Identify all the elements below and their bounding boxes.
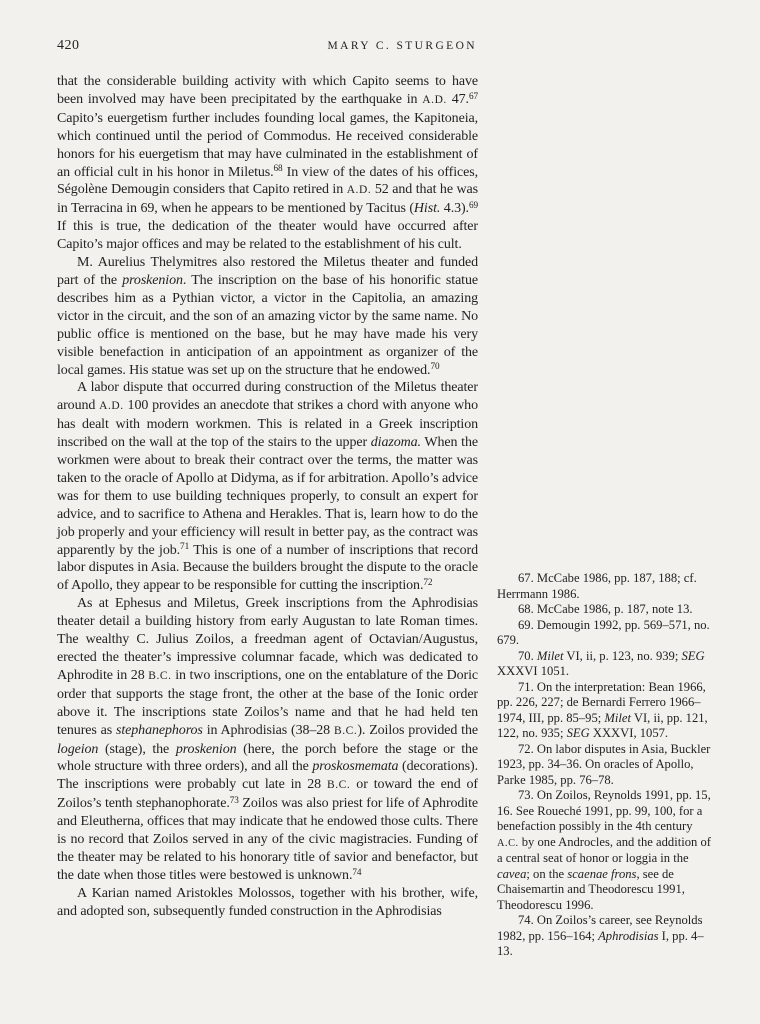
- text-run: Capito’s euergetism further includes founding local games, the Kapitoneia, which continued until the period of Commodus. He received considerable honors for his euergetism that may have culminated in the establishment of an official cult in his honor in Miletus.: [57, 110, 478, 180]
- italic-text: stephanephoros: [116, 722, 203, 738]
- footnote-ref: 67: [468, 90, 478, 101]
- text-run: 70.: [518, 648, 537, 663]
- body-paragraph: [57, 379, 478, 595]
- italic-text: logeion: [57, 741, 99, 757]
- text-run: VI, ii, p. 123, no. 939;: [563, 648, 682, 663]
- text-run: 73. On Zoilos, Reynolds 1991, pp. 15, 16. See Roueché 1991, pp. 99, 100, for a benefaction possibly in the 4th century: [497, 788, 711, 833]
- footnote: [497, 602, 714, 618]
- footnote-ref: 74: [352, 866, 362, 877]
- text-run: ). Zoilos provided the: [357, 722, 478, 738]
- text-run: This is one of a number of inscriptions that record labor disputes in Asia. Because the builders brought the dispute to the oracle of Apollo, they appear to be responsible for cutting the inscription.: [57, 542, 478, 594]
- italic-text: diazoma.: [370, 435, 421, 451]
- text-run: (stage), the: [98, 741, 176, 757]
- text-run: 69. Demougin 1992, pp. 569–571, no. 679.: [497, 617, 710, 647]
- text-run: As at Ephesus and Miletus, Greek inscriptions from the Aphrodisias theater detail a building history from early Augustan to late Roman times. The wealthy C. Julius Zoilos, a freedman agent of Octavian/Augustus, erected the theater’s impressive columnar facade, which was dedicated to Aphrodite in 28: [57, 596, 478, 683]
- italic-text: cavea: [497, 866, 527, 881]
- text-run: (decorations). The inscriptions were probably cut late in 28: [57, 759, 478, 793]
- italic-text: Milet: [604, 710, 631, 725]
- text-run: 74. On Zoilos’s career, see Reynolds 1982, pp. 156–164;: [497, 913, 703, 943]
- italic-text: SEG: [566, 726, 590, 740]
- footnote: [497, 649, 714, 680]
- footnote: [497, 788, 714, 913]
- text-run: When the workmen were about to break their contract over the terms, the matter was taken to the oracle of Apollo at Didyma, as if for arbitration. Apollo’s advice was for them to use building techniques properly, to consult an expert for advice, and to sacrifice to Athena and Herakles. That is, learn how to do the job properly and your efficiency will result in better pay, as the contract was apparently by the job.: [57, 435, 478, 558]
- text-run: VI, ii, pp. 121, 122, no. 935;: [497, 710, 708, 740]
- text-run: 71. On the interpretation: Bean 1966, pp. 226, 227; de Bernardi Ferrero 1966–1974, III, pp. 85–95;: [497, 679, 706, 725]
- footnote: [497, 571, 714, 602]
- text-run: 67. McCabe 1986, pp. 187, 188; cf. Herrmann 1986.: [497, 571, 697, 601]
- text-run: . The inscription on the base of his honorific statue describes him as a Pythian victor, a victor in the Capitolia, an amazing victor in the circuit, and the son of an amazing victor by the same name. No public office is mentioned on the base, but he may have made his very visible benefaction in anticipation of an appointment as organizer of the local games. His statue was set up on the structure that he endowed.: [57, 272, 478, 378]
- text-run: or toward the end of Zoilos’s tenth stephanophorate.: [57, 777, 478, 812]
- footnote: [497, 618, 714, 649]
- text-run: 100 provides an anecdote that strikes a chord with anyone who has dealt with modern workmen. This is related in a Greek inscription inscribed on the wall at the top of the stairs to the upper: [57, 398, 478, 451]
- small-caps-text: A.D.: [422, 93, 447, 106]
- footnote: [497, 680, 714, 742]
- footnote: [497, 742, 714, 789]
- italic-text: Aphrodisias: [598, 928, 659, 943]
- text-run: Zoilos was also priest for life of Aphrodite and Eleutherna, offices that may indicate that he endowed those cults. There is no record that Zoilos served in any of the civic magistracies. Funding of the theater may be related to his honorary title of savior and benefactor, but the date when those titles were bestowed is unknown.: [57, 796, 478, 883]
- small-caps-text: B.C.: [148, 669, 172, 682]
- text-run: , see de Chaisemartin and Theodorescu 1991, Theodorescu 1996.: [497, 866, 685, 912]
- small-caps-text: B.C.: [333, 724, 358, 737]
- italic-text: proskosmemata: [312, 759, 399, 775]
- italic-text: proskenion: [122, 272, 183, 288]
- italic-text: scaenae frons: [567, 866, 637, 881]
- body-paragraph: [57, 254, 478, 379]
- text-run: by one Androcles, and the addition of a central seat of honor or loggia in the: [497, 834, 711, 865]
- text-run: (here, the porch before the stage or the whole structure with three orders), and all the: [57, 741, 478, 775]
- page-number: 420: [57, 38, 80, 53]
- text-run: in two inscriptions, one on the entablature of the Doric order that supports the stage front, the other at the base of the Ionic order above it. The inscriptions state Zoilos’s name and that he had held ten tenures as: [57, 667, 478, 738]
- footnote-ref: 73: [229, 795, 239, 806]
- footnote-ref: 68: [273, 163, 283, 174]
- italic-text: Milet: [536, 648, 564, 663]
- text-run: M. Aurelius Thelymitres also restored the Miletus theater and funded part of the: [57, 255, 478, 288]
- italic-text: proskenion: [175, 741, 237, 757]
- text-run: 4.3).: [440, 201, 469, 217]
- text-run: in Aphrodisias (38–28: [202, 722, 334, 738]
- text-run: 68. McCabe 1986, p. 187, note 13.: [518, 602, 693, 616]
- small-caps-text: A.D.: [346, 184, 372, 197]
- text-run: 72. On labor disputes in Asia, Buckler 1923, pp. 34–36. On oracles of Apollo, Parke 1985, pp. 76–78.: [497, 741, 711, 787]
- text-run: If this is true, the dedication of the theater would have occurred after Capito’s major offices and may be related to the establishment of his cult.: [57, 219, 478, 253]
- footnote-ref: 72: [423, 577, 433, 588]
- text-run: 52 and that he was in Terracina in 69, when he appears to be mentioned by Tacitus (: [57, 182, 478, 217]
- text-run: I, pp. 4–13.: [497, 928, 704, 958]
- text-run: ; on the: [526, 866, 568, 881]
- small-caps-text: A.D.: [99, 400, 124, 413]
- text-run: A Karian named Aristokles Molossos, together with his brother, wife, and adopted son, subsequently funded construction in the Aphrodisias: [57, 885, 478, 919]
- footnote-ref: 69: [468, 200, 479, 211]
- small-caps-text: B.C.: [327, 779, 351, 792]
- footnotes-column: [497, 571, 714, 960]
- footnote: [497, 913, 714, 960]
- text-run: XXXVI, 1057.: [589, 726, 669, 740]
- text-run: 47.: [446, 91, 469, 107]
- body-paragraph: [57, 73, 478, 254]
- text-run: A labor dispute that occurred during construction of the Miletus theater around: [57, 380, 478, 414]
- small-caps-text: A.C.: [497, 837, 519, 849]
- body-paragraph: [57, 885, 478, 921]
- text-run: In view of the dates of his offices, Ségolène Demougin considers that Capito retired in: [57, 164, 478, 198]
- body-paragraph: [57, 595, 478, 885]
- text-run: XXXVI 1051.: [497, 664, 570, 678]
- footnote-ref: 71: [180, 541, 190, 552]
- footnote-ref: 70: [430, 361, 440, 372]
- italic-text: Hist.: [413, 201, 441, 217]
- main-text-column: [57, 73, 478, 921]
- italic-text: SEG: [681, 648, 705, 663]
- running-title: MARY C. STURGEON: [327, 40, 477, 52]
- text-run: that the considerable building activity with which Capito seems to have been involved may have been precipitated by the earthquake in: [57, 74, 478, 107]
